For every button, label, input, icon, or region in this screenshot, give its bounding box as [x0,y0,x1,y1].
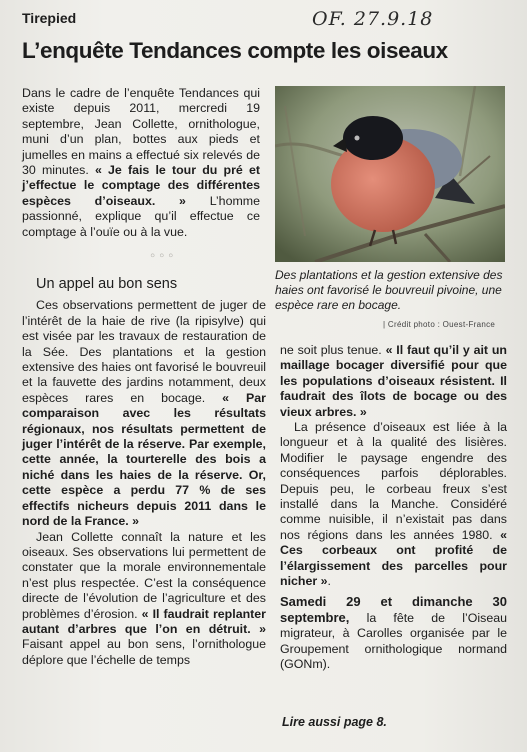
right-para2-text: La présence d’oiseaux est liée à la longueur et à la qualité des lisières. Modifier le paysage engendre des conséquences parfois déplorables. Depuis peu, le corbeau freux s’est installé dans la Manche. Considéré comme nuisible, il n’existait pas dans nos régions dans les années 1980. [280,420,507,542]
intro-quote: « Je fais le tour du pré et j’effectue le comptage des différentes espèces d’oiseaux. » [22,163,260,208]
event-text: la fête de l’Oiseau migrateur, à Carolles organisée par le Groupement ornithologique normand (GONm). [280,610,507,672]
para3-text-2: Faisant appel au bon sens, l’ornithologue déplore que l’échelle de temps [22,637,266,667]
event-date: Samedi 29 et dimanche 30 septembre, [280,593,507,625]
intro-paragraph [22,86,260,240]
subheading: Un appel au bon sens [36,276,178,292]
right-period: . [327,574,331,589]
para3-text-1: Jean Collette connaît la nature et les oiseaux. Ses observations lui permettent de constater que la morale environnementale n’est plus respectée. C’est la conséquence directe de l’évolution de l’agriculture et des problèmes d’érosion. [22,529,266,621]
bleed-through: ◦ ◦ ◦ [150,248,174,264]
photo-credit: | Crédit photo : Ouest-France [383,320,496,329]
right-quote-1: « Il faut qu’il y ait un maillage bocager diversifié pour que les populations d’oiseaux résistent. Il faudrait des îlots de bocage ou des vieux arbres. » [280,343,507,419]
para2-text: Ces observations permettent de juger de l’intérêt de la haie de rive (la ripisylve) qui est visée par les travaux de restauration de la Sée. Des plantations et la gestion extensive des haies ont favorisé le bouvreuil et la fauvette des jardins notamment, deux espèces rares en bocage. [22,298,266,405]
para3-quote: « Il faudrait replanter autant d’arbres que l’on en détruit. » [22,606,266,636]
section-label: Tirepied [22,10,77,26]
handwritten-date-note: OF. 27.9.18 [312,8,434,30]
intro-text-1: Dans le cadre de l’enquête Tendances qui existe depuis 2011, mercredi 19 septembre, Jean Collette, ornithologue, muni d’un plan, bottes aux pieds et jumelles en mains a effectué six relevés de 30 minutes. [22,86,260,178]
headline: L’enquête Tendances compte les oiseaux [22,38,448,63]
bullfinch-illustration [275,86,505,262]
left-column [22,270,266,668]
photo-caption: Des plantations et la gestion extensive des haies ont favorisé le bouvreuil pivoine, une espèce rare en bocage. [275,268,503,312]
right-text-1: ne soit plus tenue. [280,343,386,357]
intro-text-2: L’homme passionné, explique qu’il effectue ce comptage à l’ouïe ou à la vue. [22,193,260,239]
para2-quote: « Par comparaison avec les résultats régionaux, nos résultats permettent de juger l’intérêt de la réserve. Par exemple, cette année, la tourterelle des bois a niché dans les haies de la réserve. Or, cette espèce a perdu 77 % de ses effectifs nicheurs depuis 2011 dans le nord de la France. » [22,390,266,529]
bullfinch-photo [275,86,505,262]
right-quote-2: « Ces corbeaux ont profité de l’élargissement des parcelles pour nicher » [280,527,507,589]
right-column [280,343,507,673]
see-also-note: Lire aussi page 8. [282,715,387,729]
